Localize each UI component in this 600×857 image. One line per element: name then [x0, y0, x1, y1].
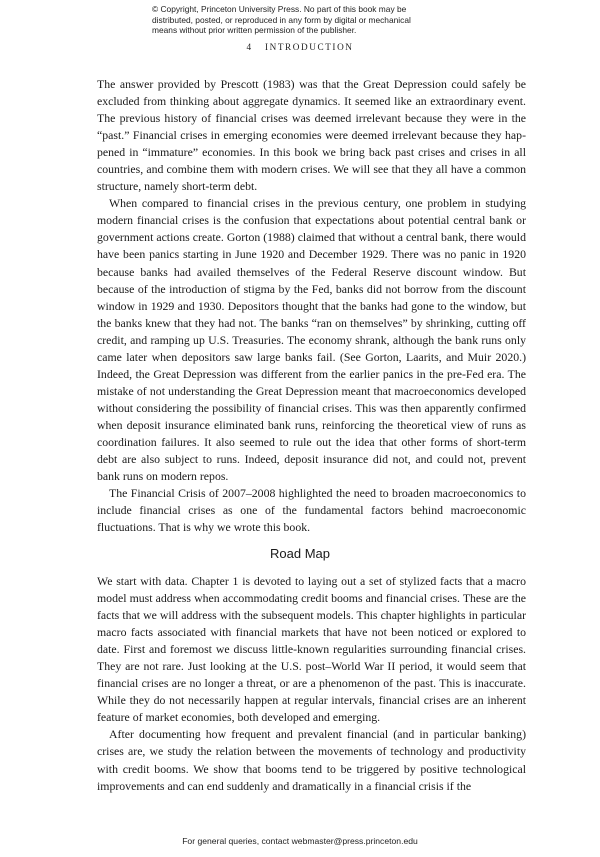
body-text-section-2: [97, 573, 526, 795]
footer-contact: For general queries, contact webmaster@press.princeton.edu: [182, 836, 418, 846]
chapter-title: INTRODUCTION: [264, 42, 354, 52]
page-number: 4: [246, 42, 252, 52]
copyright-line: distributed, posted, or reproduced in any form by digital or mechanical: [152, 14, 411, 25]
copyright-line: means without prior written permission of the publisher.: [152, 25, 357, 36]
body-text-section-1: [97, 76, 526, 536]
copyright-line: © Copyright, Princeton University Press. No part of this book may be: [152, 4, 407, 14]
paragraph: The Financial Crisis of 2007–2008 highlighted the need to broaden macroeconomics to include financial crises as one of the fundamental factors behind macroeconomic fluctuations. That is why we wrote this book.: [97, 486, 526, 535]
copyright-notice: [152, 4, 452, 36]
paragraph: After documenting how frequent and prevalent financial (and in particular banking) crises are, we study the relation between the movements of technology and productivity with credit booms. We show that booms tend to be triggered by positive technological improvements and can end suddenly and dramatically in a financial crisis if the: [97, 727, 526, 793]
paragraph: We start with data. Chapter 1 is devoted to laying out a set of stylized facts that a macro model must address when accommodating credit booms and financial crises. These are the facts that we will address with the subsequent models. This chapter highlights in particular macro facts associated with financial markets that have not been noticed or explored to date. First and foremost we discuss little-known regularities surrounding financial crises. They are not rare. Just looking at the U.S. post–World War II period, it would seem that financial crises are no longer a threat, or are a phenomenon of the past. This is inaccurate. While they do not necessarily happen at regular intervals, financial crises are an inherent feature of market economies, both developed and emerging.: [97, 574, 526, 725]
paragraph: The answer provided by Prescott (1983) was that the Great Depression could safely be excluded from thinking about aggregate dynamics. It seemed like an extraordinary event. The previous history of financial crises was deemed irrelevant because they were in the “past.” Financial crises in emerging economies were deemed irrelevant because they happened in “immature” economies. In this book we bring back past crises and crises in all countries, and combine them with modern crises. We will see that they all have a common structure, namely short-term debt.: [97, 77, 526, 194]
section-heading: Road Map: [270, 546, 330, 561]
paragraph: When compared to financial crises in the previous century, one problem in studying modern financial crises is the confusion that expectations about potential central bank or government actions create. Gorton (1988) claimed that without a central bank, there would have been panics starting in June 1920 and December 1929. There was no panic in 1920 because banks had availed themselves of the Federal Reserve discount window. But because of the introduction of stigma by the Fed, banks did not borrow from the discount window in 1929 and 1930. Depositors thought that the banks had gone to the window, but the banks knew that they had not. The banks “ran on themselves” by shrinking, cutting off credit, and ramping up U.S. Treasuries. The economy shrank, although the bank runs only came later when depositors saw large banks fail. (See Gorton, Laarits, and Muir 2020.) Indeed, the Great Depression was different from the earlier panics in the pre-Fed era. The mistake of not understanding the Great Depression meant that macroeconomics developed without considering the possibility of financial crises. This was then apparently confirmed when deposit insurance eliminated bank runs, reinforcing the theoretical view of runs as coordination failures. It also seemed to rule out the idea that other forms of short-term debt are also subject to runs. Indeed, deposit insurance did not, and could not, prevent bank runs on modern repos.: [97, 196, 526, 484]
running-head: [0, 42, 600, 52]
